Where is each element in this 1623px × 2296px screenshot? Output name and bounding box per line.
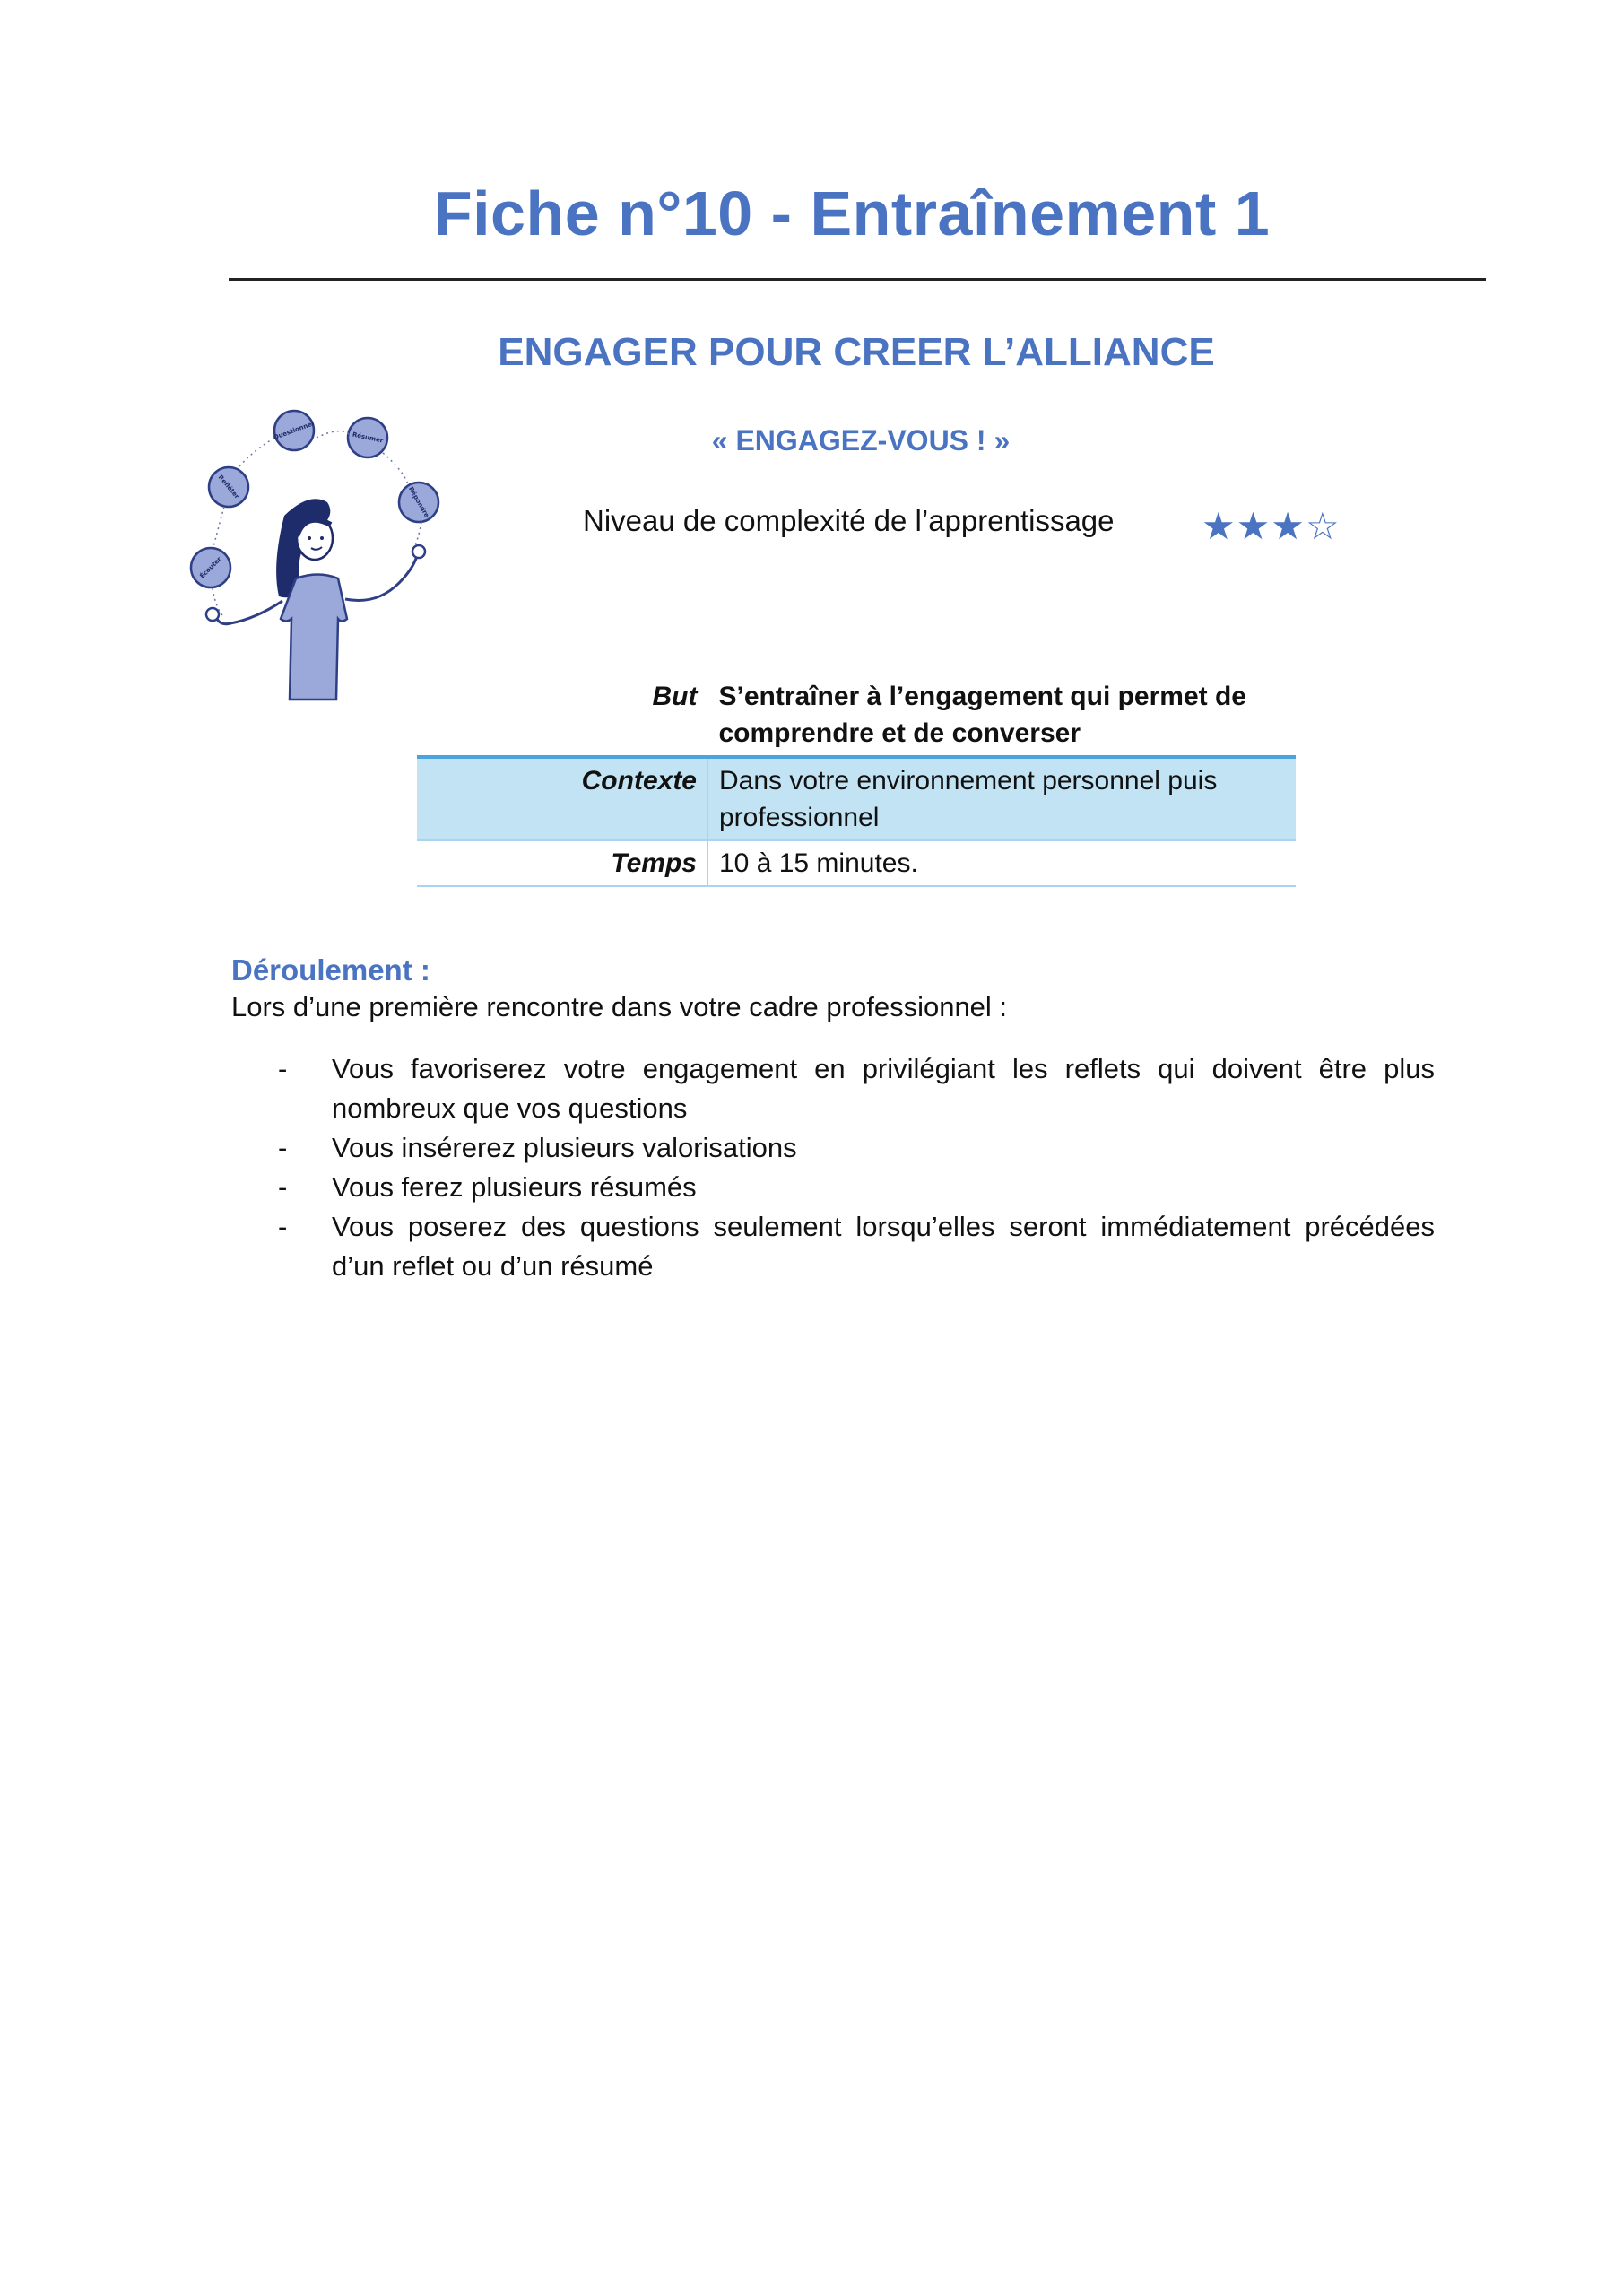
list-item xyxy=(269,1128,1435,1168)
table-row xyxy=(417,674,1296,757)
list-item xyxy=(269,1168,1435,1207)
info-table xyxy=(417,674,1296,887)
table-row xyxy=(417,840,1296,886)
goal-value: S’entraîner à l’engagement qui permet de comprendre et de converser xyxy=(708,674,1297,757)
motto: « ENGAGEZ-VOUS ! » xyxy=(711,424,1011,457)
title-divider xyxy=(229,278,1486,281)
time-key: Temps xyxy=(417,840,708,886)
list-dash: - xyxy=(278,1053,288,1084)
list-item-text: Vous favoriserez votre engagement en privilégiant les reflets qui doivent être plus nombreux que vos questions xyxy=(332,1053,1435,1124)
section-intro: Lors d’une première rencontre dans votre cadre professionnel : xyxy=(231,991,1008,1022)
ball-label: Questionner xyxy=(272,419,317,442)
juggler-illustration xyxy=(184,395,453,718)
table-row xyxy=(417,757,1296,840)
time-value: 10 à 15 minutes. xyxy=(708,840,1297,886)
ball-label: Résumer xyxy=(352,430,384,445)
list-item xyxy=(269,1049,1435,1128)
goal-key: But xyxy=(417,674,708,757)
ball-label: Écouter xyxy=(198,555,223,580)
subtitle: ENGAGER POUR CREER L’ALLIANCE xyxy=(498,330,1215,374)
context-value: Dans votre environnement personnel puis professionnel xyxy=(708,757,1297,840)
complexity-stars: ★★★☆ xyxy=(1202,505,1341,547)
complexity-label: Niveau de complexité de l’apprentissage xyxy=(583,504,1115,537)
page-title: Fiche n°10 - Entraînement 1 xyxy=(433,178,1271,248)
list-dash: - xyxy=(278,1171,288,1203)
context-key: Contexte xyxy=(417,757,708,840)
list-item-text: Vous poserez des questions seulement lorsqu’elles seront immédiatement précédées d’un reflet ou d’un résumé xyxy=(332,1211,1435,1282)
list-dash: - xyxy=(278,1211,288,1242)
list-dash: - xyxy=(278,1132,288,1163)
list-item-text: Vous ferez plusieurs résumés xyxy=(332,1171,697,1203)
list-item xyxy=(269,1207,1435,1286)
steps-list xyxy=(269,1049,1435,1286)
section-heading: Déroulement : xyxy=(231,953,430,987)
list-item-text: Vous insérerez plusieurs valorisations xyxy=(332,1132,797,1163)
ball-label: Répondre xyxy=(406,485,431,519)
ball-label: Refléter xyxy=(216,474,241,500)
